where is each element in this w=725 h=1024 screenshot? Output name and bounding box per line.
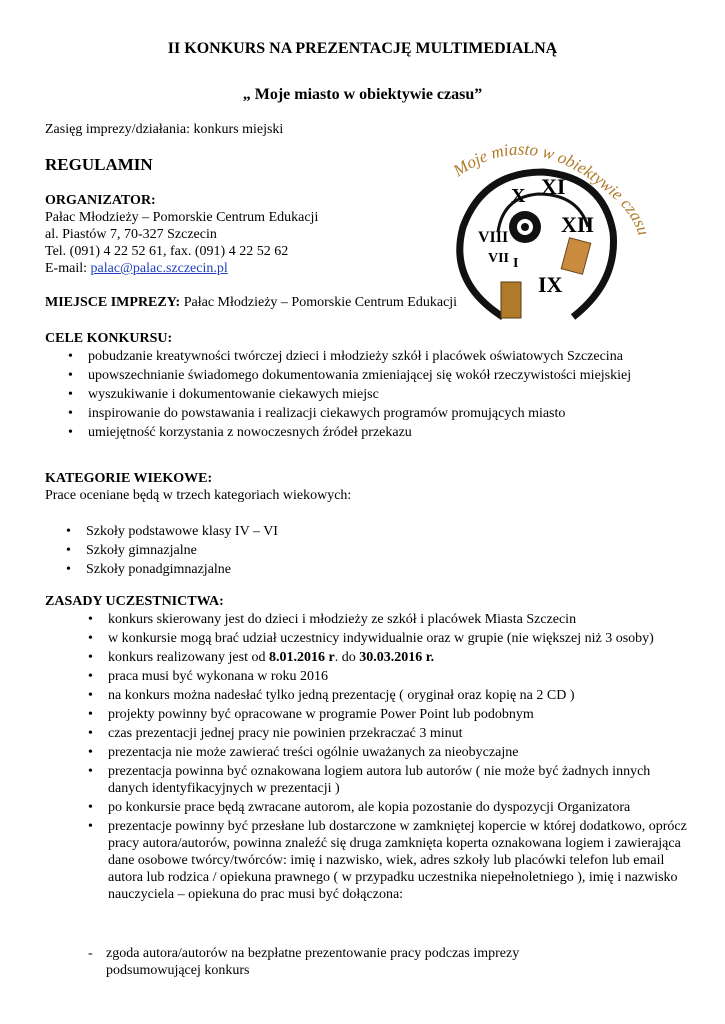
- numeral-x: X: [511, 185, 526, 207]
- venue-line: [45, 295, 457, 311]
- categories-list: [86, 523, 646, 580]
- numeral-xi: XI: [541, 174, 566, 199]
- list-item: • prezentacje powinny być przesłane lub dostarczone w zamkniętej kopercie w której dodatkowo, oprócz pracy autora/autorów, powinna znaleźć się druga zamknięta koperta oznakowana logiem i zawierająca dane osobowe twórcy/twórców: imię i nazwisko, wiek, adres szkoły lub placówki telefon lub email autora lub rodzica / opiekuna prawnego ( w przypadku uczestnika niepełnoletniego ), imię i nazwisko nauczyciela – opiekuna do prac musi być dołączona:: [108, 818, 688, 903]
- list-item: • praca musi być wykonana w roku 2016: [108, 668, 688, 685]
- date-prefix: konkurs realizowany jest od: [108, 650, 269, 665]
- list-item: • wyszukiwanie i dokumentowanie ciekawych miejsc: [88, 386, 688, 403]
- list-item: • pobudzanie kreatywności twórczej dzieci i młodzieży szkół i placówek oświatowych Szczecina: [88, 348, 688, 365]
- email-link[interactable]: palac@palac.szczecin.pl: [90, 261, 228, 276]
- list-item: • prezentacja powinna być oznakowana logiem autora lub autorów ( nie może być żadnych innych danych identyfikacyjnych w prezentacji ): [108, 763, 688, 797]
- numeral-i: I: [513, 256, 519, 271]
- organizer-heading: ORGANIZATOR:: [45, 193, 156, 208]
- email-label: E-mail:: [45, 261, 91, 276]
- numeral-ix: IX: [538, 272, 563, 297]
- end-date: 30.03.2016 r.: [359, 650, 435, 665]
- date-mid: . do: [334, 650, 360, 665]
- organizer-name: Pałac Młodzieży – Pomorskie Centrum Edukacji: [45, 210, 319, 225]
- numeral-vii: VII: [488, 251, 510, 266]
- document-title: II KONKURS NA PREZENTACJĘ MULTIMEDIALNĄ: [167, 40, 558, 57]
- organizer-email-line: [45, 261, 228, 277]
- list-item: • konkurs skierowany jest do dzieci i młodzieży ze szkół i placówek Miasta Szczecin: [108, 611, 688, 628]
- organizer-phone: Tel. (091) 4 22 52 61, fax. (091) 4 22 52 62: [45, 244, 289, 259]
- goals-heading: CELE KONKURSU:: [45, 331, 173, 346]
- contest-subtitle: „ Moje miasto w obiektywie czasu”: [242, 86, 483, 103]
- start-date: 8.01.2016 r: [268, 650, 335, 665]
- tower-image: [501, 282, 521, 318]
- dash-marker: -: [88, 946, 93, 961]
- logo-text-path: Moje miasto w obiektywie czasu: [449, 139, 653, 238]
- list-item: • prezentacja nie może zawierać treści ogólnie uważanych za nieobyczajne: [108, 744, 688, 761]
- list-item: • po konkursie prace będą zwracane autorom, ale kopia pozostanie do dyspozycji Organizatora: [108, 799, 688, 816]
- building-image: [561, 238, 591, 275]
- list-item: • Szkoły gimnazjalne: [86, 542, 646, 559]
- rules-list: [108, 611, 688, 905]
- venue-value: Pałac Młodzieży – Pomorskie Centrum Edukacji: [180, 295, 458, 310]
- categories-intro: Prace oceniane będą w trzech kategoriach wiekowych:: [45, 488, 352, 503]
- list-item: • Szkoły ponadgimnazjalne: [86, 561, 646, 578]
- numeral-viii: VIII: [478, 229, 509, 246]
- list-item: • na konkurs można nadesłać tylko jedną prezentację ( oryginał oraz kopię na 2 CD ): [108, 687, 688, 704]
- goals-list: [88, 348, 688, 443]
- contest-logo: [443, 132, 653, 332]
- rules-heading: ZASADY UCZESTNICTWA:: [45, 594, 224, 609]
- list-item: • upowszechnianie świadomego dokumentowania zmieniającej się wokół rzeczywistości miejskiej: [88, 367, 688, 384]
- list-item: • Szkoły podstawowe klasy IV – VI: [86, 523, 646, 540]
- list-item: • umiejętność korzystania z nowoczesnych źródeł przekazu: [88, 424, 688, 441]
- dash-item: [88, 945, 603, 979]
- list-item: • w konkursie mogą brać udział uczestnicy indywidualnie oraz w grupie (nie większej niż 3 osoby): [108, 630, 688, 647]
- dash-item-text: zgoda autora/autorów na bezpłatne prezentowanie pracy podczas imprezy podsumowującej konkurs: [106, 946, 520, 978]
- regulamin-heading: REGULAMIN: [45, 155, 153, 174]
- numeral-xii: XII: [561, 212, 595, 237]
- venue-label: MIEJSCE IMPREZY:: [45, 295, 181, 310]
- categories-heading: KATEGORIE WIEKOWE:: [45, 471, 213, 486]
- list-item: [108, 649, 688, 666]
- list-item: • czas prezentacji jednej pracy nie powinien przekraczać 3 minut: [108, 725, 688, 742]
- scope-line: Zasięg imprezy/działania: konkurs miejski: [45, 122, 284, 137]
- organizer-address: al. Piastów 7, 70-327 Szczecin: [45, 227, 217, 242]
- list-item: • inspirowanie do powstawania i realizacji ciekawych programów promujących miasto: [88, 405, 688, 422]
- lens-center: [521, 223, 529, 231]
- list-item: • projekty powinny być opracowane w programie Power Point lub podobnym: [108, 706, 688, 723]
